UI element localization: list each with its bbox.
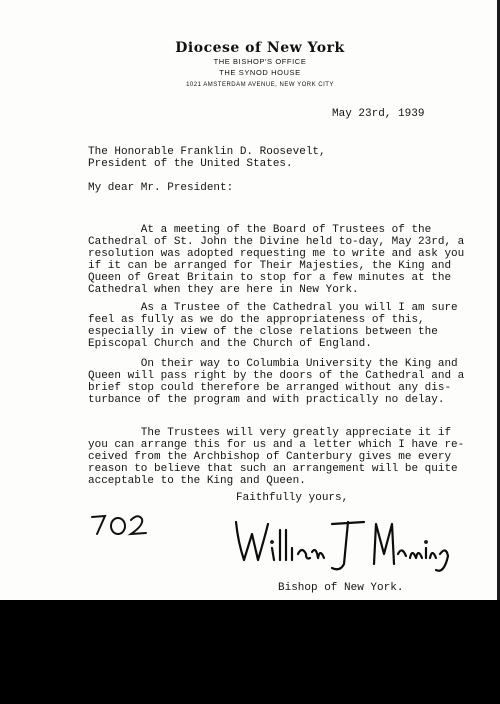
addressee-line-1: The Honorable Franklin D. Roosevelt, (88, 146, 326, 158)
text-line: On their way to Columbia University the King and (88, 358, 458, 370)
handwritten-number (88, 510, 150, 540)
letterhead-title: Diocese of New York (175, 40, 345, 56)
text-line: Episcopal Church and the Church of England. (88, 338, 372, 350)
addressee (88, 146, 326, 170)
text-line: reason to believe that such an arrangement will be quite (88, 463, 458, 475)
salutation: My dear Mr. President: (88, 182, 234, 194)
text-line: resolution was adopted requesting me to write and ask you (88, 248, 465, 260)
signature-title: Bishop of New York. (278, 582, 404, 594)
letterhead-address: 1021 AMSTERDAM AVENUE, NEW YORK CITY (186, 82, 334, 88)
closing: Faithfully yours, (236, 492, 349, 504)
text-line: At a meeting of the Board of Trustees of the (88, 224, 432, 236)
text-line: ceived from the Archbishop of Canterbury gives me every (88, 451, 452, 463)
text-line: Cathedral when they are here in New York. (88, 284, 359, 296)
text-line: turbance of the program and with practically no delay. (88, 394, 445, 406)
text-line: As a Trustee of the Cathedral you will I am sure (88, 302, 458, 314)
text-line: especially in view of the close relations between the (88, 326, 438, 338)
letterhead-house: THE SYNOD HOUSE (219, 68, 301, 77)
letter-date: May 23rd, 1939 (332, 108, 425, 120)
text-line: Cathedral of St. John the Divine held to-day, May 23rd, a (88, 236, 465, 248)
paragraph-1 (88, 224, 488, 296)
paragraph-3 (88, 358, 488, 406)
text-line: feel as fully as we do the appropriateness of this, (88, 314, 425, 326)
paragraph-4 (88, 427, 488, 487)
text-line: brief stop could therefore be arranged without any dis- (88, 382, 452, 394)
text-line: you can arrange this for us and a letter which I have re- (88, 439, 465, 451)
scan-border-bottom (0, 600, 500, 704)
letterhead-office: THE BISHOP'S OFFICE (213, 57, 307, 66)
text-line: if it can be arranged for Their Majesties, the King and (88, 260, 452, 272)
signature (228, 512, 458, 576)
paragraph-2 (88, 302, 488, 350)
letterhead (150, 40, 370, 88)
text-line: acceptable to the King and Queen. (88, 475, 306, 487)
text-line: Queen of Great Britain to stop for a few minutes at the (88, 272, 452, 284)
addressee-line-2: President of the United States. (88, 158, 293, 170)
text-line: The Trustees will very greatly appreciate it if (88, 427, 452, 439)
text-line: Queen will pass right by the doors of the Cathedral and a (88, 370, 465, 382)
